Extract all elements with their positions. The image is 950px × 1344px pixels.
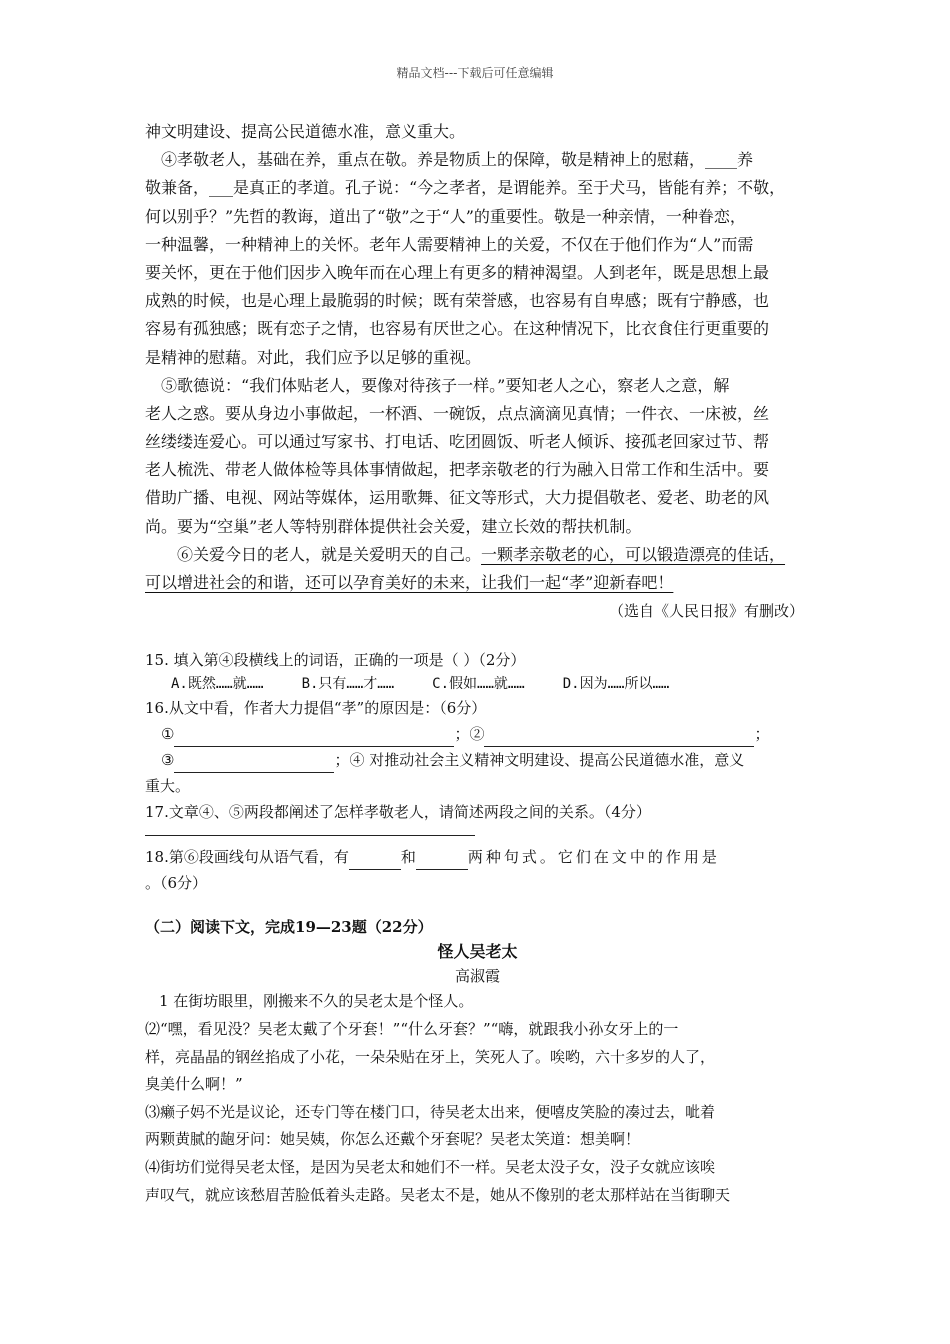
text-line: 要关怀，更在于他们因步入晚年而在心理上有更多的精神渴望。人到老年，既是思想上最: [145, 262, 770, 282]
answer-line-17[interactable]: [145, 825, 475, 836]
questions: [145, 647, 810, 896]
text-line: 臭美什么啊！”: [145, 1075, 243, 1094]
text-line: 成熟的时候，也是心理上最脆弱的时候；既有荣誉感，也容易有自卑感；既有宁静感，也: [145, 291, 770, 311]
answer-blank-3[interactable]: [174, 754, 334, 773]
q18-text-b: 和: [400, 848, 416, 867]
story-text: [145, 988, 810, 1209]
text-line: 样，亮晶晶的钢丝掐成了小花，一朵朵贴在牙上，笑死人了。唉哟，六十多岁的人了，: [145, 1047, 716, 1066]
text-line: ⑵“嘿，看见没？吴老太戴了个牙套！”“什么牙套？”“嗨，就跟我小孙女牙上的一: [145, 1019, 679, 1038]
answer-blank-1[interactable]: [174, 728, 454, 747]
underlined-sentence: 一颗孝亲敬老的心，可以锻造漂亮的佳话，: [481, 544, 786, 564]
passage-paragraphs: [145, 118, 810, 625]
question-16: 16.从文中看，作者大力提倡“孝”的原因是：（6分）: [145, 699, 487, 718]
paragraph-6-start: ⑥关爱今日的老人，就是关爱明天的自己。: [177, 544, 482, 564]
question-16-row-1: [145, 721, 810, 747]
question-18: [145, 844, 810, 870]
option-a[interactable]: A.既然……就……: [171, 676, 264, 693]
question-16-row-2: [145, 747, 810, 773]
marker-2: ；②: [454, 725, 485, 744]
text-line: ⑶癞子妈不光是议论，还专门等在楼门口，待吴老太出来，便嘻皮笑脸的凑过去，呲着: [145, 1102, 716, 1121]
marker-3: ③: [161, 751, 175, 770]
document-body: [145, 118, 810, 1209]
text-line: 神文明建设、提高公民道德水准，意义重大。: [145, 122, 466, 141]
page-header: 精品文档---下载后可任意编辑: [396, 66, 554, 80]
text-line: ⑤歌德说：“我们体贴老人，要像对待孩子一样。”要知老人之心，察老人之意，解: [161, 375, 730, 395]
text-line: 借助广播、电视、网站等媒体，运用歌舞、征文等形式，大力提倡敬老、爱老、助老的风: [145, 488, 770, 508]
paragraph-6-line-1: [145, 541, 810, 569]
row-end: ；: [754, 725, 770, 744]
answer-blank-18a[interactable]: [349, 851, 401, 870]
marker-4: ；④ 对推动社会主义精神文明建设、提高公民道德水准，意义: [334, 751, 745, 770]
text-line: 是精神的慰藉。对此，我们应予以足够的重视。: [145, 347, 482, 367]
text-line: 丝缕缕连爱心。可以通过写家书、打电话、吃团圆饭、听老人倾诉、接孤老回家过节、帮: [145, 432, 770, 452]
text-line: 尚。要为“空巢”老人等特别群体提供社会关爱，建立长效的帮扶机制。: [145, 516, 642, 536]
text-line: 老人梳洗、带老人做体检等具体事情做起，把孝亲敬老的行为融入日常工作和生活中。要: [145, 460, 770, 480]
text-line: 敬兼备，___是真正的孝道。孔子说：“今之孝者，是谓能养。至于犬马，皆能有养；不敬，: [145, 178, 786, 198]
text-line: 何以别乎？”先哲的教诲，道出了“敬”之于“人”的重要性。敬是一种亲情，一种眷恋，: [145, 206, 746, 226]
text-line: 声叹气，就应该愁眉苦脸低着头走路。吴老太不是，她从不像别的老太那样站在当街聊天: [145, 1185, 731, 1204]
section-heading: （二）阅读下文，完成19—23题（22分）: [145, 918, 433, 937]
question-15: 15. 填入第④段横线上的词语，正确的一项是（ ）（2分）: [145, 651, 526, 670]
text-line: 容易有孤独感；既有恋子之情，也容易有厌世之心。在这种情况下，比衣食住行更重要的: [145, 319, 770, 339]
question-16-cont: 重大。: [145, 777, 191, 796]
answer-blank-2[interactable]: [484, 728, 754, 747]
marker-1: ①: [161, 725, 175, 744]
question-18-cont: 。（6分）: [145, 874, 208, 893]
underlined-sentence: 可以增进社会的和谐，还可以孕育美好的未来，让我们一起“孝”迎新春吧！: [145, 573, 674, 592]
paragraph-6-line-2: [145, 569, 810, 597]
story-title: 怪人吴老太: [437, 942, 518, 962]
text-line: ④孝敬老人，基础在养，重点在敬。养是物质上的保障，敬是精神上的慰藉，____养: [161, 150, 754, 170]
text-line: 老人之惑。要从身边小事做起，一杯酒、一碗饭，点点滴滴见真情；一件衣、一床被，丝: [145, 403, 770, 423]
text-line: 一种温馨，一种精神上的关怀。老年人需要精神上的关爱，不仅在于他们作为“人”而需: [145, 234, 754, 254]
option-b[interactable]: B.只有……才……: [301, 676, 395, 693]
text-line: 1 在街坊眼里，刚搬来不久的吴老太是个怪人。: [159, 992, 474, 1011]
question-15-options: [145, 673, 810, 695]
text-line: ⑷街坊们觉得吴老太怪，是因为吴老太和她们不一样。吴老太没子女，没子女就应该唉: [145, 1157, 716, 1176]
option-c[interactable]: C.假如……就……: [432, 676, 525, 693]
source-citation: （选自《人民日报》有删改）: [608, 602, 804, 621]
answer-blank-18b[interactable]: [416, 851, 468, 870]
question-17: 17.文章④、⑤两段都阐述了怎样孝敬老人，请简述两段之间的关系。（4分）: [145, 803, 651, 822]
q18-text-c: 两种句式。它们在文中的作用是: [467, 848, 720, 867]
text-line: 两颗黄腻的龅牙问：她吴姨，你怎么还戴个牙套呢？吴老太笑道：想美啊！: [145, 1130, 641, 1149]
story-author: 高淑霞: [454, 967, 500, 986]
option-d[interactable]: D.因为……所以……: [562, 676, 670, 693]
q18-text-a: 18.第⑥段画线句从语气看，有: [145, 848, 349, 867]
